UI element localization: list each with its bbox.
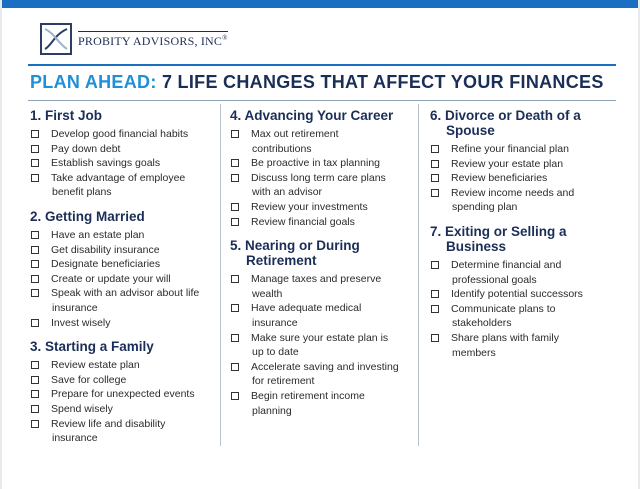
checklist-item (230, 156, 416, 171)
column-divider (418, 104, 419, 446)
checklist-item-line: Get disability insurance (51, 243, 160, 256)
checkbox-icon[interactable] (431, 305, 439, 313)
checkbox-icon[interactable] (431, 160, 439, 168)
checklist-item-line: spending plan (452, 201, 518, 214)
checklist-item (430, 287, 610, 302)
checklist-item (30, 243, 220, 258)
checkbox-icon[interactable] (31, 319, 39, 327)
checklist-item (230, 200, 416, 215)
checklist-item-line: Review income needs and (451, 186, 575, 199)
checklist-item-text (251, 360, 399, 389)
column-middle (230, 108, 416, 448)
checklist-item-line: benefit plans (52, 186, 112, 199)
checkbox-icon[interactable] (231, 304, 239, 312)
column-divider (220, 104, 221, 446)
checklist-item-line: Take advantage of employee (51, 171, 186, 184)
checklist-item-line: insurance (252, 316, 298, 329)
checklist-item-line: stakeholders (452, 317, 512, 330)
checklist-item-text (51, 156, 160, 171)
section-title (30, 339, 220, 354)
checklist-item-text (451, 287, 583, 302)
checklist-item-line: Establish savings goals (51, 157, 161, 170)
checklist-item-text (51, 257, 160, 272)
checklist-item-text (51, 373, 126, 388)
checklist-item-text (451, 186, 574, 215)
checkbox-icon[interactable] (31, 376, 39, 384)
checklist-section (230, 108, 416, 229)
section-title (430, 224, 610, 254)
checklist-item (30, 156, 220, 171)
checklist-item (230, 301, 416, 330)
checklist-item-text (51, 286, 199, 315)
checklist-section (430, 108, 610, 215)
checklist-item-text (51, 316, 111, 331)
checkbox-icon[interactable] (31, 145, 39, 153)
checkbox-icon[interactable] (31, 405, 39, 413)
section-title-line: 1. First Job (30, 108, 103, 123)
checklist-item-line: Review estate plan (51, 359, 140, 372)
company-logo (40, 22, 228, 56)
checkbox-icon[interactable] (31, 275, 39, 283)
checklist-item (30, 387, 220, 402)
section-title-line: 4. Advancing Your Career (230, 108, 394, 123)
checklist-item-line: Save for college (51, 373, 127, 386)
checklist-item-line: up to date (252, 346, 299, 359)
section-title-line: 2. Getting Married (30, 208, 145, 224)
checklist-item-text (451, 258, 561, 287)
checklist-item-line: Communicate plans to (451, 302, 556, 315)
checklist-item-line: Review beneficiaries (451, 172, 548, 185)
checkbox-icon[interactable] (231, 218, 239, 226)
checklist-item-line: with an advisor (252, 186, 323, 199)
checklist-item-text (51, 358, 140, 373)
checklist-item-text (251, 200, 368, 215)
checklist-item (430, 171, 610, 186)
checklist-item-line: Develop good financial habits (51, 128, 189, 140)
checklist-item (30, 373, 220, 388)
checklist-item-line: Have adequate medical (251, 302, 362, 315)
checklist-item-line: Review your investments (251, 200, 368, 213)
checklist-item-line: professional goals (452, 273, 537, 286)
checklist-item (430, 157, 610, 172)
checklist-item-line: planning (252, 404, 292, 417)
checklist-item (30, 272, 220, 287)
checklist-page (2, 0, 638, 489)
checklist-item (30, 358, 220, 373)
checklist-item-line: Create or update your will (51, 272, 171, 285)
section-title (230, 108, 416, 123)
checklist-item-text (451, 142, 569, 157)
checklist-item (430, 302, 610, 331)
checkbox-icon[interactable] (31, 159, 39, 167)
checklist-item (230, 331, 416, 360)
checklist-item-line: Designate beneficiaries (51, 258, 161, 271)
checklist-item-text (251, 215, 355, 230)
checklist-item-text (51, 243, 160, 258)
section-title-line: 7. Exiting or Selling a (430, 223, 567, 239)
checklist-item-line: Make sure your estate plan is (251, 331, 389, 344)
section-title (230, 238, 416, 268)
section-title-line: Retirement (246, 253, 317, 269)
logo-emblem-icon (40, 23, 72, 55)
section-title-line: 5. Nearing or During (230, 238, 360, 254)
checklist-item (430, 331, 610, 360)
checklist-item-text (51, 417, 165, 446)
checklist-item-text (251, 171, 386, 200)
checkbox-icon[interactable] (31, 420, 39, 428)
header-rule (28, 64, 616, 66)
checklist-item-line: Invest wisely (51, 316, 111, 329)
checklist-item (30, 127, 220, 142)
checklist-item-line: Be proactive in tax planning (251, 157, 380, 170)
column-left (30, 108, 220, 448)
checklist-item (30, 402, 220, 417)
checkbox-icon[interactable] (31, 231, 39, 239)
logo-wordmark: PROBITY ADVISORS, INC® (78, 31, 228, 49)
checklist-item-text (51, 171, 185, 200)
checklist-item-line: wealth (252, 287, 283, 300)
checkbox-icon[interactable] (231, 392, 239, 400)
section-title-line: 6. Divorce or Death of a (430, 108, 581, 123)
checklist-section (30, 209, 220, 330)
checklist-item-line: Share plans with family (451, 331, 559, 344)
checklist-item-text (51, 402, 113, 417)
checklist-item-line: Have an estate plan (51, 228, 145, 241)
checkbox-icon[interactable] (31, 260, 39, 268)
checklist-item-text (451, 171, 547, 186)
checklist-item-line: Pay down debt (51, 142, 121, 155)
section-title (30, 209, 220, 224)
checklist-item-line: Manage taxes and preserve (251, 273, 382, 286)
checkbox-icon[interactable] (31, 289, 39, 297)
checklist-item-line: Identify potential successors (451, 288, 583, 301)
title-rest: 7 LIFE CHANGES THAT AFFECT YOUR FINANCES (156, 72, 604, 92)
checkbox-icon[interactable] (231, 363, 239, 371)
checklist-item-text (251, 272, 381, 301)
checklist-item-text (251, 127, 339, 156)
checkbox-icon[interactable] (231, 275, 239, 283)
checklist-item (30, 417, 220, 446)
checkbox-icon[interactable] (431, 189, 439, 197)
checklist-item (30, 257, 220, 272)
checkbox-icon[interactable] (31, 390, 39, 398)
checklist-item-text (451, 157, 563, 172)
checklist-item (230, 389, 416, 418)
checkbox-icon[interactable] (231, 159, 239, 167)
checklist-item-line: Discuss long term care plans (251, 171, 386, 184)
checklist-item-line: Review your estate plan (451, 157, 564, 170)
page-title (30, 72, 604, 93)
checklist-item (230, 272, 416, 301)
checklist-item-line: for retirement (252, 375, 315, 388)
checkbox-icon[interactable] (31, 361, 39, 369)
section-title (30, 108, 220, 123)
section-title-line: 3. Starting a Family (30, 339, 154, 355)
checkbox-icon[interactable] (231, 130, 239, 138)
checklist-item-text (451, 331, 559, 360)
checklist-section (30, 108, 220, 200)
checkbox-icon[interactable] (431, 334, 439, 342)
section-title-line: Spouse (446, 123, 495, 138)
checklist-item-line: Speak with an advisor about life (51, 287, 200, 300)
checklist-item (30, 286, 220, 315)
checklist-item-line: contributions (252, 142, 312, 155)
checklist-item-line: Max out retirement (251, 128, 339, 140)
checklist-item-text (51, 228, 144, 243)
checklist-item (30, 228, 220, 243)
checklist-item-line: Prepare for unexpected events (51, 388, 195, 401)
checklist-item (230, 127, 416, 156)
checklist-item-text (251, 331, 388, 360)
checklist-item-text (51, 272, 171, 287)
column-right (430, 108, 610, 448)
section-title (430, 108, 610, 138)
checkbox-icon[interactable] (431, 290, 439, 298)
checklist-item (230, 171, 416, 200)
checklist-item (230, 360, 416, 389)
checklist-section (430, 224, 610, 360)
checklist-section (230, 238, 416, 418)
checklist-item-line: Accelerate saving and investing (251, 360, 399, 373)
checklist-item (30, 142, 220, 157)
checklist-item-line: insurance (52, 301, 98, 314)
checklist-item-line: Determine financial and (451, 258, 562, 271)
checklist-item (430, 258, 610, 287)
checkbox-icon[interactable] (31, 130, 39, 138)
checkbox-icon[interactable] (431, 145, 439, 153)
checklist-item (30, 316, 220, 331)
checklist-item-text (51, 387, 195, 402)
checklist-item-line: insurance (52, 432, 98, 445)
checklist-item-text (251, 389, 365, 418)
checklist-item-text (451, 302, 555, 331)
checkbox-icon[interactable] (231, 203, 239, 211)
checklist-item-line: members (452, 346, 496, 359)
title-lead: PLAN AHEAD: (30, 72, 157, 92)
checklist-item (430, 142, 610, 157)
checklist-item-text (251, 301, 361, 330)
checkbox-icon[interactable] (31, 246, 39, 254)
checklist-item-line: Begin retirement income (251, 389, 365, 402)
checklist-section (30, 339, 220, 446)
top-accent-bar (2, 0, 638, 8)
checkbox-icon[interactable] (31, 174, 39, 182)
section-title-line: Business (446, 238, 507, 254)
checkbox-icon[interactable] (431, 261, 439, 269)
checklist-item-line: Spend wisely (51, 402, 113, 415)
checklist-item (430, 186, 610, 215)
checklist-item-text (251, 156, 380, 171)
checklist-item-text (51, 142, 120, 157)
checklist-item (30, 171, 220, 200)
checkbox-icon[interactable] (431, 174, 439, 182)
checklist-item-text (51, 127, 188, 142)
checkbox-icon[interactable] (231, 334, 239, 342)
checklist-item-line: Review financial goals (251, 215, 355, 228)
checkbox-icon[interactable] (231, 174, 239, 182)
title-rule (28, 100, 616, 101)
checklist-item (230, 215, 416, 230)
checklist-item-line: Refine your financial plan (451, 143, 569, 155)
checklist-item-line: Review life and disability (51, 417, 166, 430)
